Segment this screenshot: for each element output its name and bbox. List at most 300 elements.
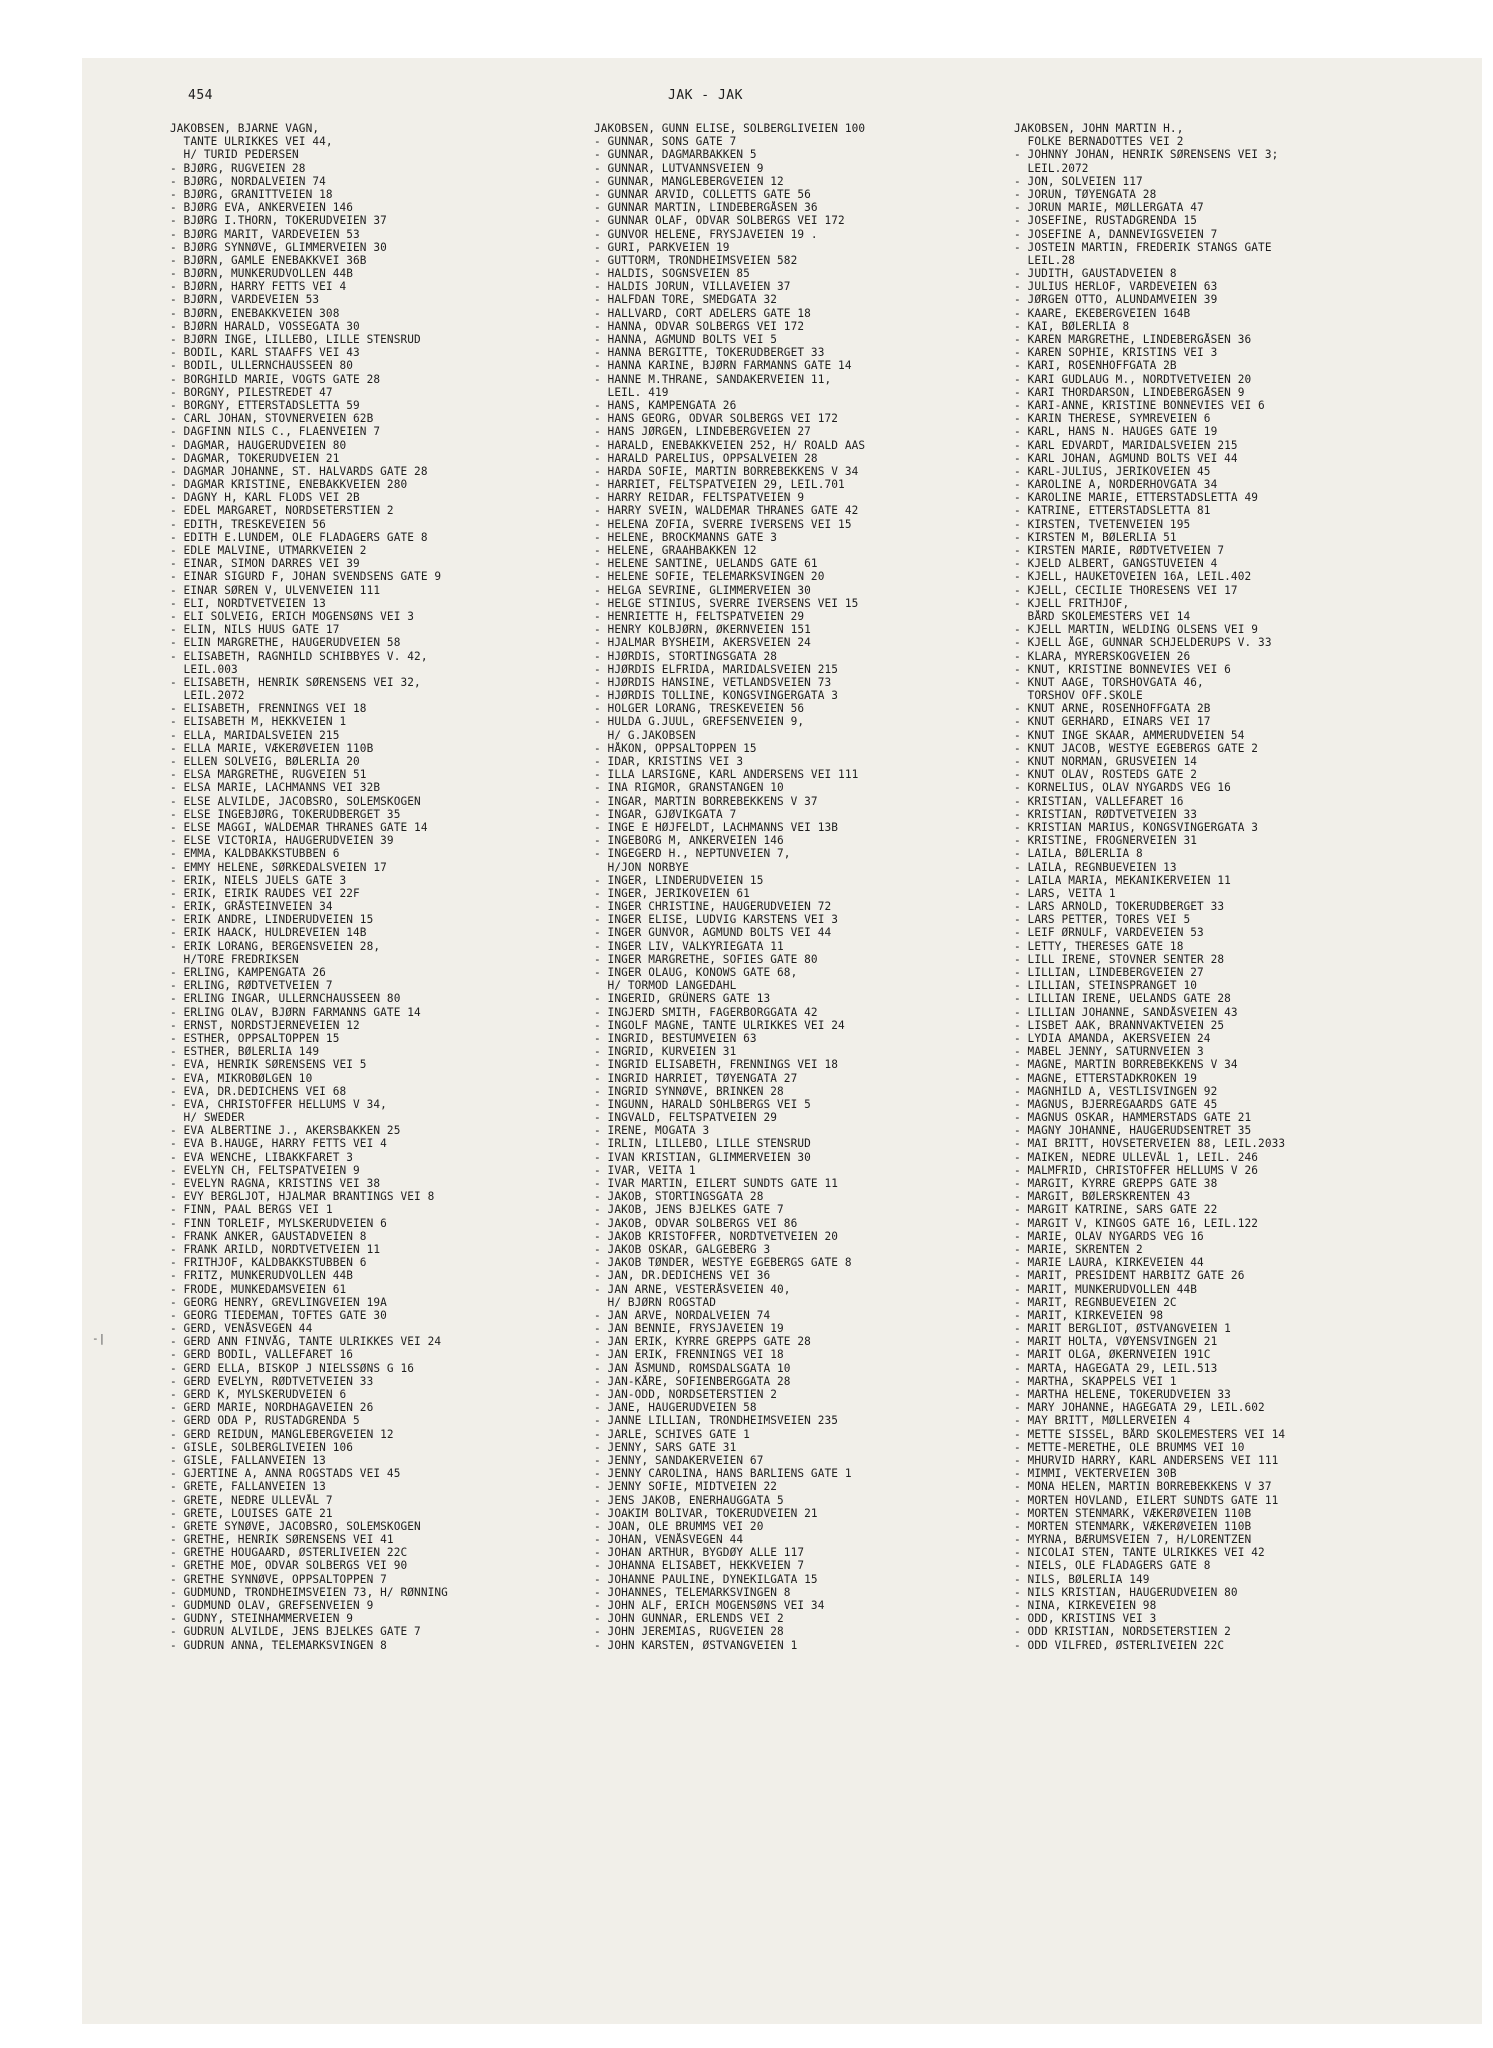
directory-column-2 [594, 122, 1014, 1652]
directory-entry: - JANNE LILLIAN, TRONDHEIMSVEIEN 235 [594, 1414, 839, 1428]
directory-entry: - INGRID SYNNØVE, BRINKEN 28 [594, 1084, 784, 1098]
directory-entry: - MAGNY JOHANNE, HAUGERUDSENTRET 35 [1014, 1124, 1252, 1138]
directory-entry: - MARIT BERGLIOT, ØSTVANGVEIEN 1 [1014, 1322, 1231, 1336]
directory-entry: - IVAR, VEITA 1 [594, 1163, 696, 1177]
directory-entry: - BJØRN HARALD, VOSSEGATA 30 [170, 319, 360, 333]
directory-entry: - EDITH E.LUNDEM, OLE FLADAGERS GATE 8 [170, 530, 428, 544]
directory-entry: - CARL JOHAN, STOVNERVEIEN 62B [170, 412, 374, 426]
directory-entry: - HULDA G.JUUL, GREFSENVEIEN 9, [594, 715, 805, 729]
directory-entry: FOLKE BERNADOTTES VEI 2 [1014, 135, 1184, 149]
directory-entry: - MARIT, MUNKERUDVOLLEN 44B [1014, 1282, 1198, 1296]
directory-entry: - BJØRG I.THORN, TOKERUDVEIEN 37 [170, 214, 387, 228]
directory-entry: - HARDA SOFIE, MARTIN BORREBEKKENS V 34 [594, 464, 859, 478]
directory-entry: - ERLING, RØDTVETVEIEN 7 [170, 979, 333, 993]
directory-entry: - MONA HELEN, MARTIN BORREBEKKENS V 37 [1014, 1480, 1272, 1494]
directory-entry: - JENNY SOFIE, MIDTVEIEN 22 [594, 1480, 778, 1494]
directory-entry: - ERIK LORANG, BERGENSVEIEN 28, [170, 939, 381, 953]
directory-entry: - JARLE, SCHIVES GATE 1 [594, 1427, 750, 1441]
directory-entry: - HELENE, BROCKMANNS GATE 3 [594, 530, 778, 544]
directory-entry: - INA RIGMOR, GRANSTANGEN 10 [594, 781, 784, 795]
directory-entry: - ELSA MARGRETHE, RUGVEIEN 51 [170, 768, 367, 782]
directory-entry: - JOAN, OLE BRUMMS VEI 20 [594, 1519, 764, 1533]
directory-entry: - BORGHILD MARIE, VOGTS GATE 28 [170, 372, 381, 386]
directory-entry: - JOHN ALF, ERICH MOGENSØNS VEI 34 [594, 1599, 825, 1612]
directory-entry: - HALDIS JORUN, VILLAVEIEN 37 [594, 280, 791, 294]
directory-entry: - EDLE MALVINE, UTMARKVEIEN 2 [170, 544, 367, 557]
directory-entry: - KJELL MARTIN, WELDING OLSENS VEI 9 [1014, 623, 1259, 637]
directory-entry: - EVA ALBERTINE J., AKERSBAKKEN 25 [170, 1124, 401, 1138]
directory-entry: - FRODE, MUNKEDAMSVEIEN 61 [170, 1282, 347, 1296]
directory-entry: - HARRY REIDAR, FELTSPATVEIEN 9 [594, 491, 805, 505]
directory-entry: - KAI, BØLERLIA 8 [1014, 319, 1130, 333]
directory-entry: - FINN TORLEIF, MYLSKERUDVEIEN 6 [170, 1216, 387, 1230]
directory-entry: - GERD BODIL, VALLEFARET 16 [170, 1348, 354, 1362]
directory-entry: - MALMFRID, CHRISTOFFER HELLUMS V 26 [1014, 1163, 1259, 1177]
directory-entry: - ERIK ANDRE, LINDERUDVEIEN 15 [170, 913, 374, 927]
directory-entry: - HARRIET, FELTSPATVEIEN 29, LEIL.701 [594, 478, 845, 492]
directory-entry: LEIL.2072 [1014, 161, 1089, 175]
directory-entry: - INGAR, GJØVIKGATA 7 [594, 807, 737, 821]
directory-entry: - EDEL MARGARET, NORDSETERSTIEN 2 [170, 504, 394, 518]
directory-entry: - MAGNE, MARTIN BORREBEKKENS V 34 [1014, 1058, 1238, 1072]
directory-entry: - HANNE M.THRANE, SANDAKERVEIEN 11, [594, 372, 832, 386]
directory-entry: JAKOBSEN, GUNN ELISE, SOLBERGLIVEIEN 100 [594, 122, 866, 135]
directory-entry: - KRISTIAN, RØDTVETVEIEN 33 [1014, 807, 1198, 821]
directory-entry: BÅRD SKOLEMESTERS VEI 14 [1014, 609, 1191, 623]
directory-entry: - JENNY, SANDAKERVEIEN 67 [594, 1453, 764, 1467]
directory-entry: - MARGIT KATRINE, SARS GATE 22 [1014, 1203, 1218, 1217]
directory-entry: - ELISABETH M, HEKKVEIEN 1 [170, 715, 347, 729]
directory-entry: - JAN ERIK, FRENNINGS VEI 18 [594, 1348, 784, 1362]
directory-entry: - GUNNAR OLAF, ODVAR SOLBERGS VEI 172 [594, 214, 845, 228]
directory-entry: - HELGA SEVRINE, GLIMMERVEIEN 30 [594, 583, 811, 597]
directory-entry: - JAKOB, STORTINGSGATA 28 [594, 1190, 764, 1204]
directory-entry: - ELLA MARIE, VÆKERØVEIEN 110B [170, 741, 374, 755]
directory-entry: - JOHNNY JOHAN, HENRIK SØRENSENS VEI 3; [1014, 148, 1279, 162]
directory-entry: - GEORG HENRY, GREVLINGVEIEN 19A [170, 1295, 387, 1309]
directory-entry: - KARI, ROSENHOFFGATA 2B [1014, 359, 1177, 373]
directory-entry: - MARIT OLGA, ØKERNVEIEN 191C [1014, 1348, 1211, 1362]
directory-entry: - LARS PETTER, TORES VEI 5 [1014, 913, 1191, 927]
directory-entry: - LILLIAN, LINDEBERGVEIEN 27 [1014, 966, 1204, 979]
directory-entry: - GUDMUND OLAV, GREFSENVEIEN 9 [170, 1599, 374, 1612]
directory-entry: - GERD MARIE, NORDHAGAVEIEN 26 [170, 1401, 374, 1415]
directory-entry: - JON, SOLVEIEN 117 [1014, 174, 1143, 188]
directory-entry: - MORTEN STENMARK, VÆKERØVEIEN 110B [1014, 1506, 1252, 1520]
directory-entry: - MARIE, SKRENTEN 2 [1014, 1242, 1143, 1256]
directory-entry: - NILS KRISTIAN, HAUGERUDVEIEN 80 [1014, 1585, 1238, 1599]
directory-entry: - INGER GUNVOR, AGMUND BOLTS VEI 44 [594, 926, 832, 940]
directory-entry: - INGEBORG M, ANKERVEIEN 146 [594, 834, 784, 848]
directory-entry: - INGEGERD H., NEPTUNVEIEN 7, [594, 847, 791, 861]
directory-entry: - ODD KRISTIAN, NORDSETERSTIEN 2 [1014, 1625, 1231, 1639]
directory-entry: - JAN-ODD, NORDSETERSTIEN 2 [594, 1388, 778, 1401]
directory-entry: LEIL.2072 [170, 689, 245, 703]
directory-entry: - LARS ARNOLD, TOKERUDBERGET 33 [1014, 900, 1225, 914]
directory-entry: - MARGIT, BØLERSKRENTEN 43 [1014, 1190, 1191, 1204]
directory-entry: - HANNA BERGITTE, TOKERUDBERGET 33 [594, 346, 825, 360]
directory-entry: JAKOBSEN, BJARNE VAGN, [170, 122, 320, 135]
directory-entry: - HANS GEORG, ODVAR SOLBERGS VEI 172 [594, 412, 839, 426]
directory-entry: - EVELYN RAGNA, KRISTINS VEI 38 [170, 1177, 381, 1190]
directory-entry: - HELENE, GRAAHBAKKEN 12 [594, 544, 757, 557]
directory-entry: - ELISABETH, HENRIK SØRENSENS VEI 32, [170, 675, 421, 689]
directory-entry: - MAY BRITT, MØLLERVEIEN 4 [1014, 1414, 1191, 1428]
directory-entry: - ERNST, NORDSTJERNEVEIEN 12 [170, 1018, 360, 1032]
directory-entry: - JØRGEN OTTO, ALUNDAMVEIEN 39 [1014, 293, 1218, 307]
directory-entry: - BJØRG SYNNØVE, GLIMMERVEIEN 30 [170, 240, 387, 254]
directory-entry: - KARL EDVARDT, MARIDALSVEIEN 215 [1014, 438, 1238, 452]
directory-entry: - HELENE SANTINE, UELANDS GATE 61 [594, 557, 818, 571]
directory-entry: - INGAR, MARTIN BORREBEKKENS V 37 [594, 794, 818, 808]
directory-entry: - KARI-ANNE, KRISTINE BONNEVIES VEI 6 [1014, 398, 1265, 412]
directory-entry: - IRLIN, LILLEBO, LILLE STENSRUD [594, 1137, 811, 1151]
directory-entry: - DAGMAR KRISTINE, ENEBAKKVEIEN 280 [170, 478, 408, 492]
directory-entry: - LILLIAN IRENE, UELANDS GATE 28 [1014, 992, 1231, 1006]
directory-entry: - ELISABETH, FRENNINGS VEI 18 [170, 702, 367, 716]
directory-entry: - JAN-KÅRE, SOFIENBERGGATA 28 [594, 1374, 791, 1388]
directory-entry: - HÅKON, OPPSALTOPPEN 15 [594, 741, 757, 755]
directory-entry: - EMMA, KALDBAKKSTUBBEN 6 [170, 847, 340, 861]
directory-entry: - KJELL FRITHJOF, [1014, 596, 1130, 610]
directory-entry: - ELSA MARIE, LACHMANNS VEI 32B [170, 781, 381, 795]
directory-entry: - EVA B.HAUGE, HARRY FETTS VEI 4 [170, 1137, 387, 1151]
directory-entry: TORSHOV OFF.SKOLE [1014, 689, 1143, 703]
directory-entry: - JAN ARVE, NORDALVEIEN 74 [594, 1308, 771, 1322]
directory-entry: - GERD REIDUN, MANGLEBERGVEIEN 12 [170, 1427, 394, 1441]
directory-entry: - INGRID, BESTUMVEIEN 63 [594, 1031, 757, 1045]
directory-entry: - KARL-JULIUS, JERIKOVEIEN 45 [1014, 464, 1211, 478]
directory-column-1 [170, 122, 590, 1652]
directory-entry: - MARIT HOLTA, VØYENSVINGEN 21 [1014, 1335, 1218, 1349]
directory-entry: - BJØRG, RUGVEIEN 28 [170, 161, 306, 175]
directory-entry: - FINN, PAAL BERGS VEI 1 [170, 1203, 333, 1217]
directory-entry: - KJELL, CECILIE THORESENS VEI 17 [1014, 583, 1238, 597]
directory-entry: - ERIK, GRÅSTEINVEIEN 34 [170, 900, 333, 914]
directory-entry: - KRISTIAN MARIUS, KONGSVINGERGATA 3 [1014, 820, 1259, 834]
directory-entry: - MARIT, KIRKEVEIEN 98 [1014, 1308, 1164, 1322]
directory-entry: - GERD ELLA, BISKOP J NIELSSØNS G 16 [170, 1361, 415, 1375]
directory-entry: - HANS JØRGEN, LINDEBERGVEIEN 27 [594, 425, 811, 439]
directory-entry: - ELIN, NILS HUUS GATE 17 [170, 623, 340, 637]
directory-entry: - BJØRN, GAMLE ENEBAKKVEI 36B [170, 253, 367, 267]
directory-entry: - HANNA, ODVAR SOLBERGS VEI 172 [594, 319, 805, 333]
directory-entry: - JAN, DR.DEDICHENS VEI 36 [594, 1269, 771, 1283]
directory-entry: - DAGMAR, TOKERUDVEIEN 21 [170, 451, 340, 465]
directory-entry: - FRITZ, MUNKERUDVOLLEN 44B [170, 1269, 354, 1283]
directory-entry: - LAILA MARIA, MEKANIKERVEIEN 11 [1014, 873, 1231, 887]
directory-entry: - BJØRN, MUNKERUDVOLLEN 44B [170, 267, 354, 281]
directory-entry: LEIL.28 [1014, 253, 1076, 267]
directory-entry: - GUNNAR, LUTVANNSVEIEN 9 [594, 161, 764, 175]
directory-entry: - ELSE ALVILDE, JACOBSRO, SOLEMSKOGEN [170, 794, 421, 808]
directory-entry: - HJØRDIS HANSINE, VETLANDSVEIEN 73 [594, 675, 832, 689]
directory-entry: - GUNNAR, DAGMARBAKKEN 5 [594, 148, 757, 162]
directory-entry: JAKOBSEN, JOHN MARTIN H., [1014, 122, 1184, 135]
directory-entry: - BJØRG MARIT, VARDEVEIEN 53 [170, 227, 360, 241]
directory-entry: - HARALD PARELIUS, OPPSALVEIEN 28 [594, 451, 818, 465]
directory-entry: - GUDRUN ANNA, TELEMARKSVINGEN 8 [170, 1638, 387, 1652]
directory-entry: - ESTHER, OPPSALTOPPEN 15 [170, 1031, 340, 1045]
directory-entry: - GRETHE, HENRIK SØRENSENS VEI 41 [170, 1533, 394, 1547]
directory-entry: - GISLE, SOLBERGLIVEIEN 106 [170, 1440, 354, 1454]
directory-entry: - KNUT OLAV, ROSTEDS GATE 2 [1014, 768, 1198, 782]
directory-entry: - ELLEN SOLVEIG, BØLERLIA 20 [170, 755, 360, 768]
directory-entry: - GRETHE HOUGAARD, ØSTERLIVEIEN 22C [170, 1546, 408, 1560]
directory-entry: - GUDRUN ALVILDE, JENS BJELKES GATE 7 [170, 1625, 421, 1639]
directory-entry: - HENRIETTE H, FELTSPATVEIEN 29 [594, 609, 805, 623]
directory-entry: - ERLING OLAV, BJØRN FARMANNS GATE 14 [170, 1005, 421, 1019]
directory-entry: - KNUT, KRISTINE BONNEVIES VEI 6 [1014, 662, 1231, 676]
directory-entry: - EVELYN CH, FELTSPATVEIEN 9 [170, 1163, 360, 1177]
directory-entry: - BJØRN, HARRY FETTS VEI 4 [170, 280, 347, 294]
directory-entry: - METTE-MERETHE, OLE BRUMMS VEI 10 [1014, 1440, 1245, 1454]
directory-entry: - ELLA, MARIDALSVEIEN 215 [170, 728, 340, 742]
directory-entry: - HELENE SOFIE, TELEMARKSVINGEN 20 [594, 570, 825, 584]
directory-entry: - NICOLAI STEN, TANTE ULRIKKES VEI 42 [1014, 1546, 1265, 1560]
directory-entry: - JENNY, SARS GATE 31 [594, 1440, 737, 1454]
directory-entry: - GUNNAR MARTIN, LINDEBERGÅSEN 36 [594, 201, 818, 215]
directory-entry: - GUDMUND, TRONDHEIMSVEIEN 73, H/ RØNNING [170, 1585, 448, 1599]
directory-entry: - GUNNAR ARVID, COLLETTS GATE 56 [594, 187, 811, 201]
directory-entry: - GERD EVELYN, RØDTVETVEIEN 33 [170, 1374, 374, 1388]
directory-entry: - MARIE, OLAV NYGARDS VEG 16 [1014, 1229, 1204, 1243]
directory-entry: - BODIL, ULLERNCHAUSSEEN 80 [170, 359, 354, 373]
directory-entry: H/ BJØRN ROGSTAD [594, 1295, 717, 1309]
directory-entry: - BJØRG EVA, ANKERVEIEN 146 [170, 201, 354, 215]
directory-entry: - BODIL, KARL STAAFFS VEI 43 [170, 346, 360, 360]
directory-entry: - JAKOB TØNDER, WESTYE EGEBERGS GATE 8 [594, 1256, 852, 1270]
directory-entry: - JANE, HAUGERUDVEIEN 58 [594, 1401, 757, 1415]
directory-entry: - JAKOB, JENS BJELKES GATE 7 [594, 1203, 784, 1217]
directory-entry: - KATRINE, ETTERSTADSLETTA 81 [1014, 504, 1211, 518]
directory-entry: - FRANK ARILD, NORDTVETVEIEN 11 [170, 1242, 381, 1256]
directory-entry: - ELSE MAGGI, WALDEMAR THRANES GATE 14 [170, 820, 428, 834]
directory-entry: - ODD VILFRED, ØSTERLIVEIEN 22C [1014, 1638, 1225, 1652]
directory-entry: - MAI BRITT, HOVSETERVEIEN 88, LEIL.2033 [1014, 1137, 1286, 1151]
directory-entry: - JAN ÅSMUND, ROMSDALSGATA 10 [594, 1361, 791, 1375]
directory-entry: - INGER CHRISTINE, HAUGERUDVEIEN 72 [594, 900, 832, 914]
directory-entry: - LYDIA AMANDA, AKERSVEIEN 24 [1014, 1031, 1211, 1045]
directory-entry: - GERD K, MYLSKERUDVEIEN 6 [170, 1388, 347, 1401]
directory-entry: - JOHANNA ELISABET, HEKKVEIEN 7 [594, 1559, 805, 1573]
directory-entry: TANTE ULRIKKES VEI 44, [170, 135, 333, 149]
directory-entry: - KRISTINE, FROGNERVEIEN 31 [1014, 834, 1198, 848]
directory-entry: - JULIUS HERLOF, VARDEVEIEN 63 [1014, 280, 1218, 294]
directory-entry: - MARTHA, SKAPPELS VEI 1 [1014, 1374, 1177, 1388]
directory-entry: - DAGMAR, HAUGERUDVEIEN 80 [170, 438, 347, 452]
directory-entry: - GUTTORM, TRONDHEIMSVEIEN 582 [594, 253, 798, 267]
directory-entry: - EVA WENCHE, LIBAKKFARET 3 [170, 1150, 354, 1164]
directory-entry: - JOHANNE PAULINE, DYNEKILGATA 15 [594, 1572, 818, 1586]
directory-entry: - JOHN JEREMIAS, RUGVEIEN 28 [594, 1625, 784, 1639]
directory-entry: - MARTHA HELENE, TOKERUDVEIEN 33 [1014, 1388, 1231, 1401]
directory-entry: - FRANK ANKER, GAUSTADVEIEN 8 [170, 1229, 367, 1243]
page-number: 454 [188, 88, 213, 103]
directory-entry: - ODD, KRISTINS VEI 3 [1014, 1612, 1157, 1626]
directory-entry: H/ G.JAKOBSEN [594, 728, 696, 742]
directory-entry: - JAKOB, ODVAR SOLBERGS VEI 86 [594, 1216, 798, 1230]
directory-entry: - KARI THORDARSON, LINDEBERGÅSEN 9 [1014, 385, 1245, 399]
directory-entry: - IDAR, KRISTINS VEI 3 [594, 755, 744, 768]
directory-entry: - KARL, HANS N. HAUGES GATE 19 [1014, 425, 1218, 439]
directory-entry: - GEORG TIEDEMAN, TOFTES GATE 30 [170, 1308, 387, 1322]
directory-entry: - LISBET AAK, BRANNVAKTVEIEN 25 [1014, 1018, 1225, 1032]
directory-entry: - JOHANNES, TELEMARKSVINGEN 8 [594, 1585, 791, 1599]
directory-entry: - MARGIT V, KINGOS GATE 16, LEIL.122 [1014, 1216, 1259, 1230]
directory-entry: - JOHAN, VENÅSVEGEN 44 [594, 1533, 744, 1547]
directory-entry: - JOHN GUNNAR, ERLENDS VEI 2 [594, 1612, 784, 1626]
directory-entry: - EINAR, SIMON DARRES VEI 39 [170, 557, 360, 571]
directory-entry: - ELSE VICTORIA, HAUGERUDVEIEN 39 [170, 834, 394, 848]
directory-entry: - NINA, KIRKEVEIEN 98 [1014, 1599, 1157, 1612]
directory-entry: - KARI GUDLAUG M., NORDTVETVEIEN 20 [1014, 372, 1252, 386]
directory-entry: - JOHN KARSTEN, ØSTVANGVEIEN 1 [594, 1638, 798, 1652]
directory-entry: - KJELL ÅGE, GUNNAR SCHJELDERUPS V. 33 [1014, 636, 1272, 650]
directory-entry: - KAREN MARGRETHE, LINDEBERGÅSEN 36 [1014, 333, 1252, 346]
directory-entry: - DAGFINN NILS C., FLAENVEIEN 7 [170, 425, 381, 439]
directory-entry: - INGVALD, FELTSPATVEIEN 29 [594, 1111, 778, 1125]
directory-entry: - LAILA, BØLERLIA 8 [1014, 847, 1143, 861]
directory-entry: - ESTHER, BØLERLIA 149 [170, 1045, 320, 1059]
directory-entry: - KIRSTEN, TVETENVEIEN 195 [1014, 517, 1191, 531]
directory-entry: - JOSTEIN MARTIN, FREDERIK STANGS GATE [1014, 240, 1272, 254]
directory-entry: - MAGNE, ETTERSTADKROKEN 19 [1014, 1071, 1198, 1085]
directory-entry: - KAROLINE MARIE, ETTERSTADSLETTA 49 [1014, 491, 1259, 505]
directory-entry: - JENNY CAROLINA, HANS BARLIENS GATE 1 [594, 1467, 852, 1481]
directory-entry: - KIRSTEN M, BØLERLIA 51 [1014, 530, 1177, 544]
directory-entry: - KJELD ALBERT, GANGSTUVEIEN 4 [1014, 557, 1218, 571]
directory-entry: - METTE SISSEL, BÅRD SKOLEMESTERS VEI 14 [1014, 1427, 1286, 1441]
directory-entry: - HJØRDIS TOLLINE, KONGSVINGERGATA 3 [594, 689, 839, 703]
directory-entry: - ILLA LARSIGNE, KARL ANDERSENS VEI 111 [594, 768, 859, 782]
directory-entry: - MORTEN HOVLAND, EILERT SUNDTS GATE 11 [1014, 1493, 1279, 1507]
directory-entry: - EVA, HENRIK SØRENSENS VEI 5 [170, 1058, 367, 1072]
directory-entry: - LETTY, THERESES GATE 18 [1014, 939, 1184, 953]
directory-entry: - GERD, VENÅSVEGEN 44 [170, 1322, 313, 1336]
directory-entry: - GJERTINE A, ANNA ROGSTADS VEI 45 [170, 1467, 401, 1481]
directory-entry: - GRETE SYNØVE, JACOBSRO, SOLEMSKOGEN [170, 1519, 421, 1533]
directory-entry: H/TORE FREDRIKSEN [170, 952, 299, 966]
directory-entry: - INGRID ELISABETH, FRENNINGS VEI 18 [594, 1058, 839, 1072]
directory-entry: - IVAN KRISTIAN, GLIMMERVEIEN 30 [594, 1150, 811, 1164]
directory-entry: - GISLE, FALLANVEIEN 13 [170, 1453, 326, 1467]
directory-entry: - GERD ODA P, RUSTADGRENDA 5 [170, 1414, 360, 1428]
directory-page [82, 58, 1482, 2024]
directory-entry: - KORNELIUS, OLAV NYGARDS VEG 16 [1014, 781, 1231, 795]
directory-entry: - KLARA, MYRERSKOGVEIEN 26 [1014, 649, 1191, 663]
directory-entry: - NILS, BØLERLIA 149 [1014, 1572, 1150, 1586]
directory-entry: - MARIE LAURA, KIRKEVEIEN 44 [1014, 1256, 1204, 1270]
directory-entry: - GRETHE MOE, ODVAR SOLBERGS VEI 90 [170, 1559, 408, 1573]
directory-entry: - LILL IRENE, STOVNER SENTER 28 [1014, 952, 1225, 966]
directory-entry: - EVA, DR.DEDICHENS VEI 68 [170, 1084, 347, 1098]
directory-entry: - INGUNN, HARALD SOHLBERGS VEI 5 [594, 1097, 811, 1111]
directory-entry: - HARRY SVEIN, WALDEMAR THRANES GATE 42 [594, 504, 859, 518]
directory-entry: - ERIK, EIRIK RAUDES VEI 22F [170, 886, 360, 900]
directory-entry: - INGER OLAUG, KONOWS GATE 68, [594, 966, 798, 979]
directory-entry: - INGERID, GRÜNERS GATE 13 [594, 992, 771, 1006]
directory-entry: - JAN BENNIE, FRYSJAVEIEN 19 [594, 1322, 784, 1336]
directory-entry: - EVA, MIKROBØLGEN 10 [170, 1071, 313, 1085]
directory-entry: - ERIK HAACK, HULDREVEIEN 14B [170, 926, 367, 940]
directory-entry: LEIL. 419 [594, 385, 669, 399]
directory-entry: - KNUT INGE SKAAR, AMMERUDVEIEN 54 [1014, 728, 1245, 742]
directory-entry: - HANNA KARINE, BJØRN FARMANNS GATE 14 [594, 359, 852, 373]
directory-entry: - BORGNY, PILESTREDET 47 [170, 385, 333, 399]
directory-entry: - MARTA, HAGEGATA 29, LEIL.513 [1014, 1361, 1218, 1375]
directory-entry: - LILLIAN, STEINSPRANGET 10 [1014, 979, 1198, 993]
directory-entry: - JAKOB OSKAR, GALGEBERG 3 [594, 1242, 771, 1256]
directory-entry: - HENRY KOLBJØRN, ØKERNVEIEN 151 [594, 623, 811, 637]
directory-entry: - GRETE, LOUISES GATE 21 [170, 1506, 333, 1520]
directory-entry: - LARS, VEITA 1 [1014, 886, 1116, 900]
directory-entry: - GRETE, FALLANVEIEN 13 [170, 1480, 326, 1494]
directory-entry: - KNUT AAGE, TORSHOVGATA 46, [1014, 675, 1204, 689]
directory-entry: - MARIT, PRESIDENT HARBITZ GATE 26 [1014, 1269, 1245, 1283]
directory-entry: - INGJERD SMITH, FAGERBORGGATA 42 [594, 1005, 818, 1019]
directory-entry: - EVY BERGLJOT, HJALMAR BRANTINGS VEI 8 [170, 1190, 435, 1204]
directory-entry: - JORUN MARIE, MØLLERGATA 47 [1014, 201, 1204, 215]
directory-entry: - JAN ARNE, VESTERÅSVEIEN 40, [594, 1282, 791, 1296]
directory-entry: - INGER, LINDERUDVEIEN 15 [594, 873, 764, 887]
directory-entry: - LEIF ØRNULF, VARDEVEIEN 53 [1014, 926, 1204, 940]
directory-entry: - MHURVID HARRY, KARL ANDERSENS VEI 111 [1014, 1453, 1279, 1467]
directory-entry: - GERD ANN FINVÅG, TANTE ULRIKKES VEI 24 [170, 1335, 442, 1349]
directory-entry: - HJØRDIS, STORTINGSGATA 28 [594, 649, 778, 663]
directory-entry: - MIMMI, VEKTERVEIEN 30B [1014, 1467, 1177, 1481]
directory-entry: - BORGNY, ETTERSTADSLETTA 59 [170, 398, 360, 412]
directory-entry: - ERIK, NIELS JUELS GATE 3 [170, 873, 347, 887]
directory-entry: - MORTEN STENMARK, VÆKERØVEIEN 110B [1014, 1519, 1252, 1533]
directory-entry: - MAGNUS OSKAR, HAMMERSTADS GATE 21 [1014, 1111, 1252, 1125]
directory-entry: - ELIN MARGRETHE, HAUGERUDVEIEN 58 [170, 636, 401, 650]
directory-entry: - EDITH, TRESKEVEIEN 56 [170, 517, 326, 531]
directory-entry: - HARALD, ENEBAKKVEIEN 252, H/ ROALD AAS [594, 438, 866, 452]
directory-entry: - BJØRN, VARDEVEIEN 53 [170, 293, 320, 307]
directory-entry: - HALFDAN TORE, SMEDGATA 32 [594, 293, 778, 307]
directory-entry: - KJELL, HAUKETOVEIEN 16A, LEIL.402 [1014, 570, 1252, 584]
directory-entry: - INGER ELISE, LUDVIG KARSTENS VEI 3 [594, 913, 839, 927]
directory-entry: - KNUT NORMAN, GRUSVEIEN 14 [1014, 755, 1198, 768]
directory-entry: - HELGE STINIUS, SVERRE IVERSENS VEI 15 [594, 596, 859, 610]
directory-entry: - HJALMAR BYSHEIM, AKERSVEIEN 24 [594, 636, 811, 650]
directory-entry: - ERLING INGAR, ULLERNCHAUSSEEN 80 [170, 992, 401, 1006]
directory-entry: - MYRNA, BÆRUMSVEIEN 7, H/LORENTZEN [1014, 1533, 1252, 1547]
directory-entry: - KRISTIAN, VALLEFARET 16 [1014, 794, 1184, 808]
directory-entry: - MABEL JENNY, SATURNVEIEN 3 [1014, 1045, 1204, 1059]
margin-mark: -| [92, 1332, 106, 1345]
directory-entry: - HANS, KAMPENGATA 26 [594, 398, 737, 412]
directory-entry: - KAROLINE A, NORDERHOVGATA 34 [1014, 478, 1218, 492]
directory-entry: - GUDNY, STEINHAMMERVEIEN 9 [170, 1612, 354, 1626]
directory-entry: - MARIT, REGNBUEVEIEN 2C [1014, 1295, 1177, 1309]
directory-entry: - KNUT JACOB, WESTYE EGEBERGS GATE 2 [1014, 741, 1259, 755]
directory-entry: - MARGIT, KYRRE GREPPS GATE 38 [1014, 1177, 1218, 1190]
directory-entry: - JOSEFINE A, DANNEVIGSVEIEN 7 [1014, 227, 1218, 241]
directory-entry: - INGE E HØJFELDT, LACHMANNS VEI 13B [594, 820, 839, 834]
directory-entry: - BJØRN INGE, LILLEBO, LILLE STENSRUD [170, 333, 421, 346]
directory-entry: LEIL.003 [170, 662, 238, 676]
directory-entry: - BJØRG, GRANITTVEIEN 18 [170, 187, 333, 201]
directory-entry: - KNUT ARNE, ROSENHOFFGATA 2B [1014, 702, 1211, 716]
directory-entry: - JOSEFINE, RUSTADGRENDA 15 [1014, 214, 1198, 228]
directory-entry: - GUNNAR, SONS GATE 7 [594, 135, 737, 149]
directory-entry: - LAILA, REGNBUEVEIEN 13 [1014, 860, 1177, 874]
directory-entry: - MAGNHILD A, VESTLISVINGEN 92 [1014, 1084, 1218, 1098]
directory-entry: - ELISABETH, RAGNHILD SCHIBBYES V. 42, [170, 649, 428, 663]
directory-entry: - HELENA ZOFIA, SVERRE IVERSENS VEI 15 [594, 517, 852, 531]
